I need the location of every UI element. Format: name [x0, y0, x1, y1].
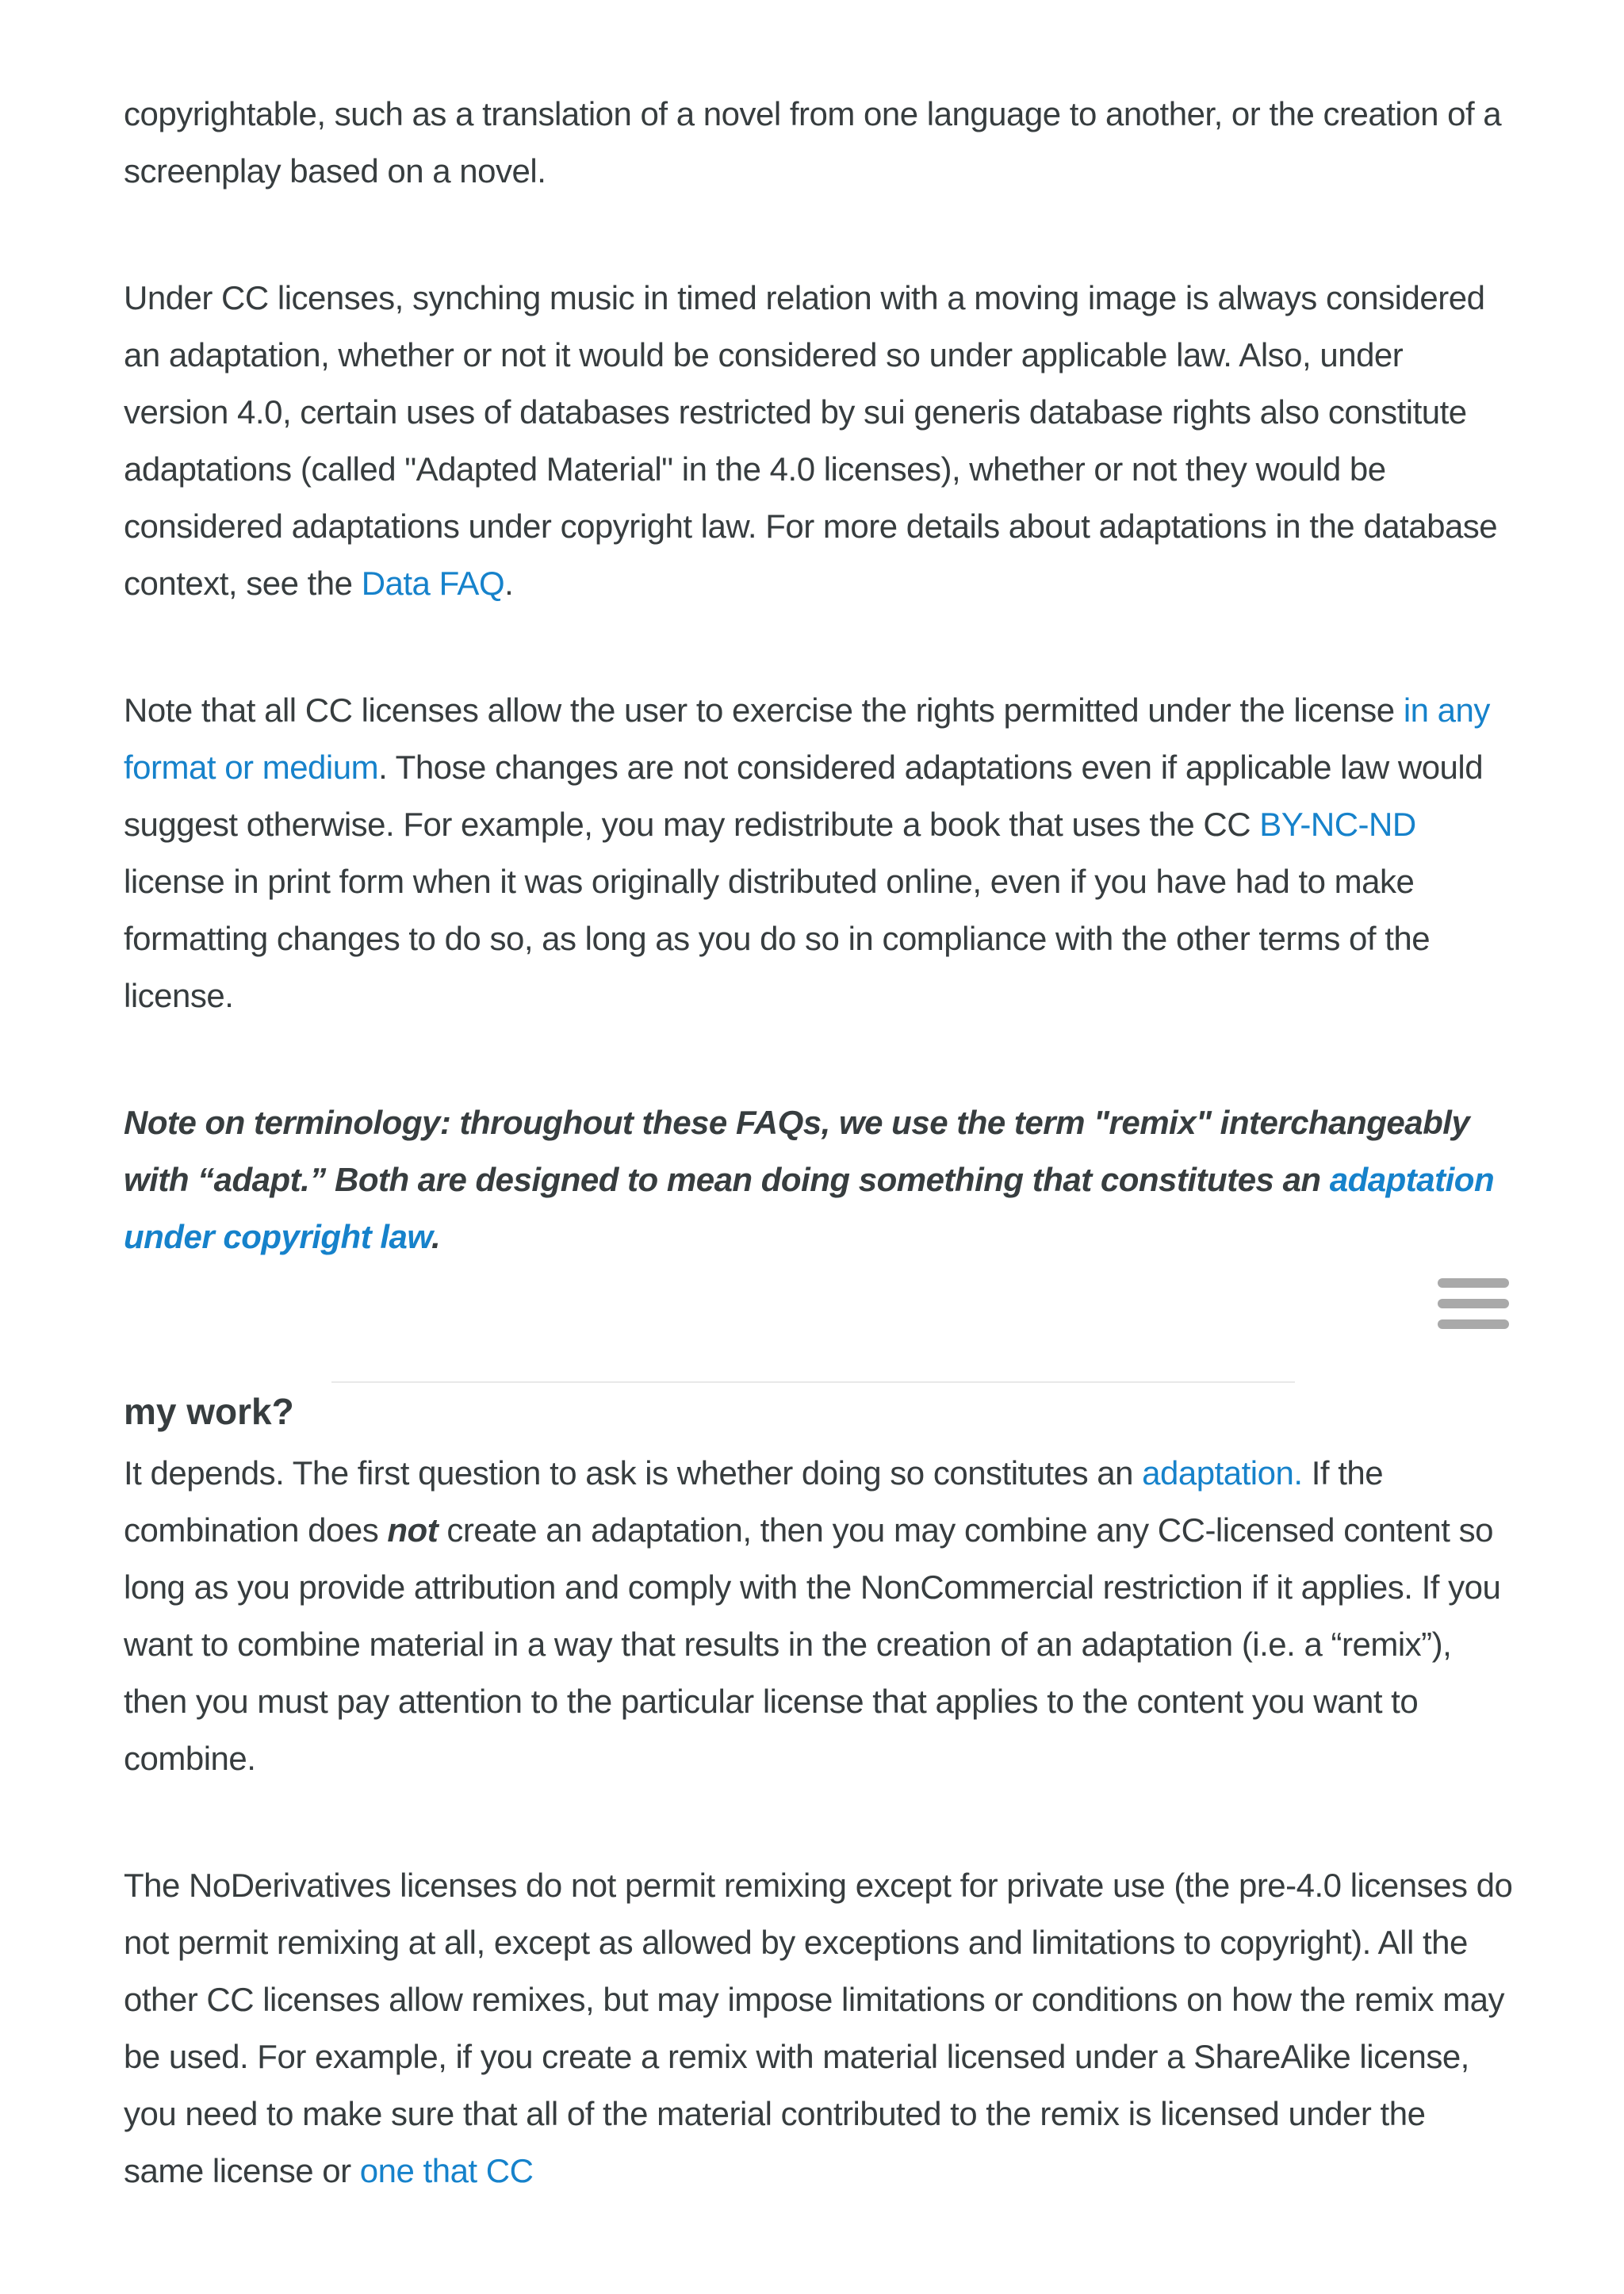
- terminology-note: [124, 1094, 1513, 1266]
- inline-link[interactable]: BY-NC-ND: [1259, 806, 1416, 843]
- text-run: Under CC licenses, synching music in timed relation with a moving image is always considered an adaptation, whether or not it would be considered so under applicable law. Also, under version 4.0, certain uses of databases restricted by sui generis database rights also constitute adaptations (called "Adapted Material" in the 4.0 licenses), whether or not they would be considered adaptations under copyright law. For more details about adaptations in the database context, see the: [124, 279, 1498, 602]
- inline-link[interactable]: one that CC: [359, 2152, 534, 2189]
- inline-link[interactable]: adaptation.: [1142, 1454, 1303, 1492]
- inline-link[interactable]: adaptation under copyright law: [124, 1161, 1495, 1255]
- text-run: .: [431, 1218, 441, 1255]
- text-run: .: [504, 565, 514, 602]
- inline-link[interactable]: Data FAQ: [361, 565, 505, 602]
- hamburger-bar: [1438, 1299, 1509, 1308]
- inline-link[interactable]: in any format or medium: [124, 691, 1490, 786]
- text-run: copyrightable, such as a translation of a novel from one language to another, or the creation of a screenplay based on a novel.: [124, 95, 1502, 190]
- text-run: If the combination does: [124, 1454, 1384, 1549]
- faq-question-heading: my work?: [124, 1391, 294, 1432]
- section-divider: [331, 1381, 1295, 1383]
- text-run: license in print form when it was originally distributed online, even if you have had to make formatting changes to do so, as long as you do so in compliance with the other terms of the license.: [124, 863, 1431, 1014]
- paragraph-group-answer: [124, 1445, 1513, 2200]
- text-run: . Those changes are not considered adaptations even if applicable law would suggest otherwise. For example, you may redistribute a book that uses the CC: [124, 749, 1484, 843]
- paragraph: [124, 682, 1513, 1024]
- floating-menu-button[interactable]: [1438, 1278, 1509, 1329]
- paragraph: [124, 1857, 1513, 2200]
- hamburger-bar: [1438, 1278, 1509, 1288]
- paragraph: [124, 86, 1513, 200]
- text-run: create an adaptation, then you may combine any CC-licensed content so long as you provide attribution and comply with the NonCommercial restriction if it applies. If you want to combine material in a way that results in the creation of an adaptation (i.e. a “remix”), then you must pay attention to the particular license that applies to the content you want to combine.: [124, 1511, 1501, 1777]
- hamburger-icon: [1438, 1278, 1509, 1329]
- hamburger-bar: [1438, 1319, 1509, 1329]
- paragraph: [124, 270, 1513, 612]
- text-run: Note on terminology: throughout these FAQs, we use the term "remix" interchangeably with “adapt.” Both are designed to mean doing something that constitutes an: [124, 1104, 1470, 1198]
- paragraph: [124, 1445, 1513, 1787]
- emphasized-text: not: [387, 1511, 439, 1549]
- paragraph-group-top: [124, 86, 1513, 1266]
- text-run: It depends. The first question to ask is whether doing so constitutes an: [124, 1454, 1143, 1492]
- text-run: The NoDerivatives licenses do not permit remixing except for private use (the pre-4.0 licenses do not permit remixing at all, except as allowed by exceptions and limitations to copyright). All the other CC licenses allow remixes, but may impose limitations or conditions on how the remix may be used. For example, if you create a remix with material licensed under a ShareAlike license, you need to make sure that all of the material contributed to the remix is licensed under the same license or: [124, 1867, 1513, 2189]
- text-run: Note that all CC licenses allow the user to exercise the rights permitted under the license: [124, 691, 1404, 729]
